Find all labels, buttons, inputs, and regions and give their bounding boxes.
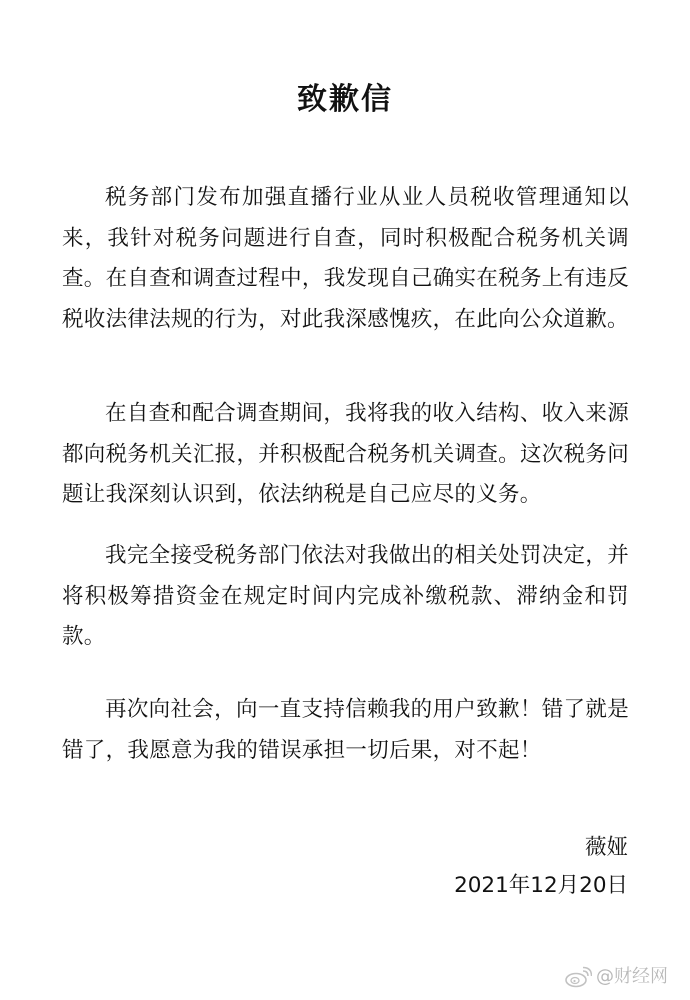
letter-title: 致歉信 [297,82,393,117]
paragraph-4: 再次向社会，向一直支持信赖我的用户致歉！错了就是错了，我愿意为我的错误承担一切后果，对不起！ [62,697,629,763]
paragraph-2: 在自查和配合调查期间，我将我的收入结构、收入来源都向税务机关汇报，并积极配合税务机关调查。这次税务问题让我深刻认识到，依法纳税是自己应尽的义务。 [62,401,629,507]
paragraph-3: 我完全接受税务部门依法对我做出的相关处罚决定，并将积极筹措资金在规定时间内完成补缴税款、滞纳金和罚款。 [62,543,629,649]
signer-name: 薇娅 [584,835,628,860]
weibo-icon [564,966,592,988]
watermark-text: @财经网 [596,966,668,987]
letter-date: 2021年12月20日 [454,873,628,898]
paragraph-1: 税务部门发布加强直播行业从业人员税收管理通知以来，我针对税务问题进行自查，同时积极配合税务机关调查。在自查和调查过程中，我发现自己确实在税务上有违反税收法律法规的行为，对此我深感愧疚，在此向公众道歉。 [62,185,629,332]
watermark [564,964,668,990]
